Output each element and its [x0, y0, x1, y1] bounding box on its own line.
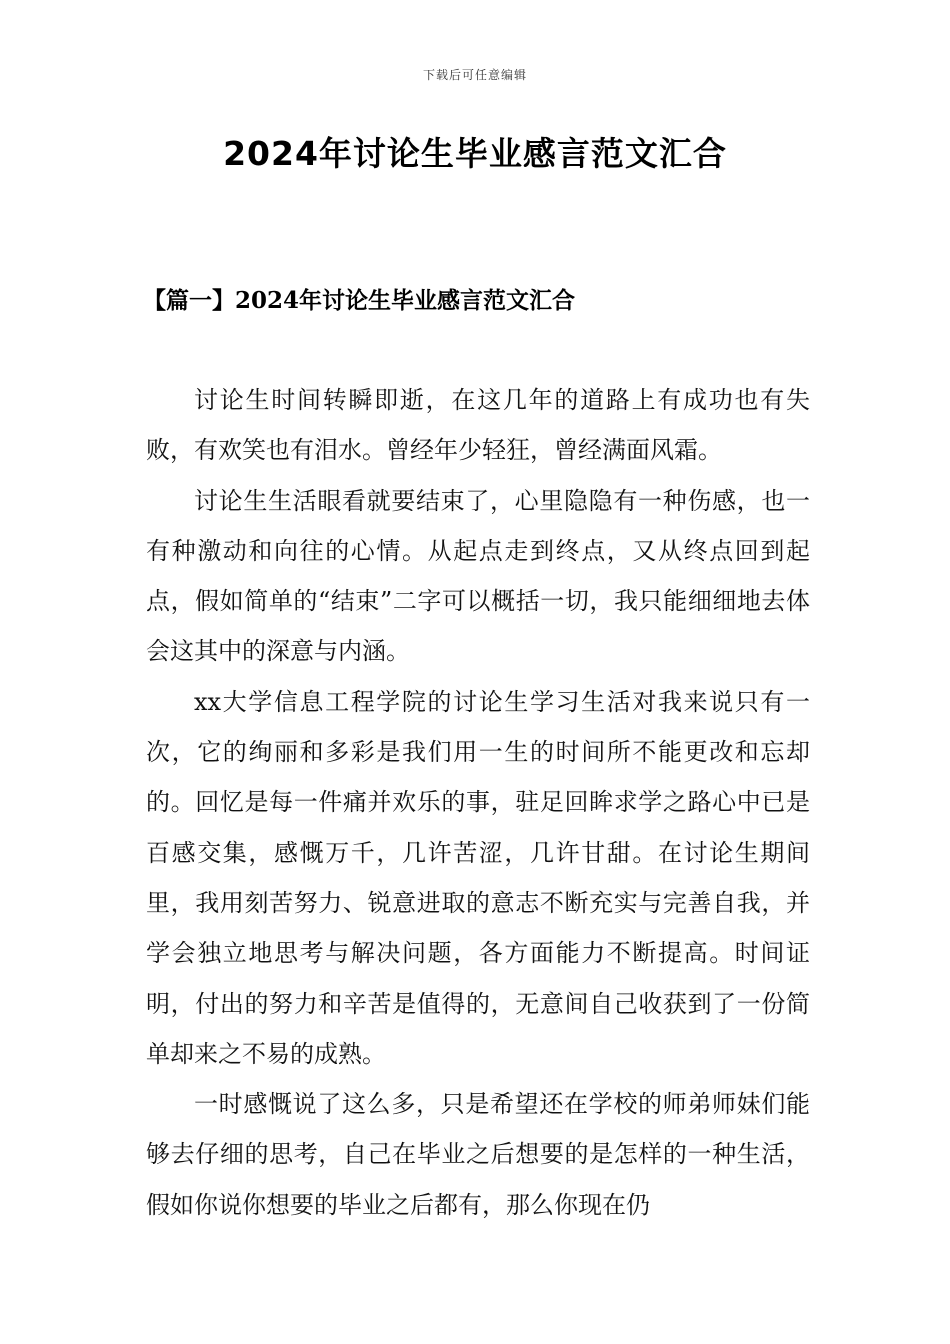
document-body: [146, 375, 810, 1230]
paragraph-4: 一时感慨说了这么多，只是希望还在学校的师弟师妹们能够去仔细的思考，自己在毕业之后想要的是怎样的一种生活，假如你说你想要的毕业之后都有，那么你现在仍: [146, 1090, 810, 1219]
paragraph-2: 讨论生生活眼看就要结束了，心里隐隐有一种伤感，也一有种激动和向往的心情。从起点走到终点，又从终点回到起点，假如简单的“结束”二字可以概括一切，我只能细细地去体会这其中的深意与内涵。: [146, 486, 810, 666]
paragraph-3: xx大学信息工程学院的讨论生学习生活对我来说只有一次，它的绚丽和多彩是我们用一生的时间所不能更改和忘却的。回忆是每一件痛并欢乐的事，驻足回眸求学之路心中已是百感交集，感慨万千，几许苦涩，几许甘甜。在讨论生期间里，我用刻苦努力、锐意进取的意志不断充实与完善自我，并学会独立地思考与解决问题，各方面能力不断提高。时间证明，付出的努力和辛苦是值得的，无意间自己收获到了一份简单却来之不易的成熟。: [146, 687, 810, 1068]
document-title: 2024年讨论生毕业感言范文汇合: [223, 134, 727, 173]
section-heading: 【篇一】2024年讨论生毕业感言范文汇合: [143, 287, 576, 314]
header-note: 下载后可任意编辑: [422, 68, 527, 82]
paragraph-1: 讨论生时间转瞬即逝，在这几年的道路上有成功也有失败，有欢笑也有泪水。曾经年少轻狂，曾经满面风霜。: [146, 386, 810, 465]
